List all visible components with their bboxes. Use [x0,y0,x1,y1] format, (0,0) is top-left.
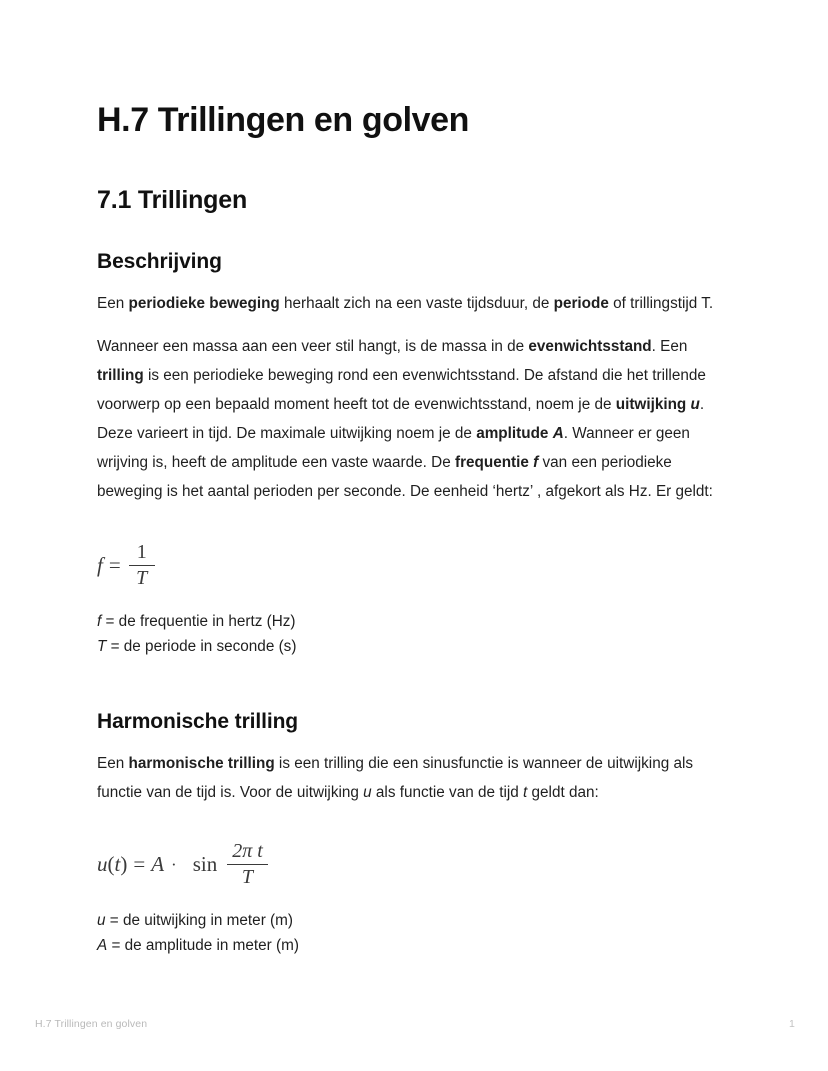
formula-paren-open: ( [107,852,115,877]
text-fragment: of trillingstijd T. [608,295,714,313]
variable-symbol: A [97,937,108,955]
variable-definition-row [97,933,725,958]
variable-symbol: f [97,613,102,631]
footer-document-title: H.7 Trillingen en golven [35,1018,148,1030]
fraction-denominator: T [241,866,254,889]
text-fragment: Wanneer een massa aan een veer stil hangt, is de massa in de [97,338,529,356]
paragraph-harmonische-trilling [97,735,725,807]
term-periodieke-beweging: periodieke beweging [128,295,280,313]
fraction [227,841,268,888]
page-footer [35,1018,795,1030]
text-fragment: Een [97,755,129,773]
symbol-f: f [533,454,539,472]
formula-lhs: f [97,553,103,578]
symbol-t: t [523,784,528,802]
variable-definitions-frequency [97,589,725,659]
fraction-numerator: 1 [136,541,147,564]
variable-description: = de uitwijking in meter (m) [105,912,293,930]
term-harmonische-trilling: harmonische trilling [128,755,275,773]
formula-lhs-variable: u [97,852,108,877]
text-fragment: . Een [651,338,688,356]
term-amplitude: amplitude [476,425,549,443]
text-fragment: is een periodieke beweging rond een evenwichtsstand. De afstand die het trillende voorwerp op een bepaald moment heeft tot de evenwichtsstand, noem je de [97,367,706,414]
term-periode: periode [553,295,609,313]
term-evenwichtsstand: evenwichtsstand [528,338,652,356]
text-fragment: . Deze varieert in tijd. De maximale uitwijking noem je de [97,396,705,443]
variable-definitions-harmonic [97,888,725,958]
formula-equals: = [108,553,121,578]
text-fragment: . Wanneer er geen wrijving is, heeft de amplitude een vaste waarde. De [97,425,690,472]
multiplication-dot: · [171,854,177,874]
variable-definition-row [97,634,725,659]
symbol-a: A [552,425,564,443]
section-heading-7-1: 7.1 Trillingen [97,185,248,214]
footer-page-number: 1 [789,1018,795,1030]
fraction-denominator: T [136,567,148,590]
term-frequentie: frequentie [454,454,529,472]
formula-amplitude: A [151,852,165,877]
fraction [129,542,155,589]
formula-lhs-argument: t [114,852,121,877]
text-fragment: geldt dan: [527,784,599,802]
sine-function: sin [192,852,218,877]
page-content [97,0,725,958]
subheading-beschrijving: Beschrijving [97,249,222,273]
text-fragment: als functie van de tijd [371,784,524,802]
formula-harmonic-oscillation [97,807,725,888]
variable-description: = de amplitude in meter (m) [107,937,299,955]
paragraph-evenwichtsstand [97,318,725,506]
variable-description: = de frequentie in hertz (Hz) [101,613,296,631]
text-fragment: Een [97,295,129,313]
paragraph-periodieke-beweging [97,275,725,318]
text-fragment: is een trilling die een sinusfunctie is wanneer de uitwijking als functie van de tijd is. Voor de uitwijking [97,755,694,802]
text-fragment: van een periodieke beweging is het aantal perioden per seconde. De eenheid ‘hertz’ , afgekort als Hz. Er geldt: [97,454,713,501]
formula-paren-close: ) [120,852,128,877]
fraction-numerator: 2π t [232,840,263,863]
variable-symbol: T [97,638,107,656]
variable-definition-row [97,908,725,933]
term-trilling: trilling [97,367,144,385]
symbol-u: u [363,784,372,802]
variable-symbol: u [97,912,106,930]
subheading-harmonische-trilling: Harmonische trilling [97,710,299,734]
formula-equals: = [133,852,146,877]
variable-definition-row [97,609,725,634]
symbol-u: u [690,396,700,414]
page-title: H.7 Trillingen en golven [97,101,470,139]
formula-frequency [97,506,725,589]
text-fragment: herhaalt zich na een vaste tijdsduur, de [279,295,554,313]
term-uitwijking: uitwijking [615,396,687,414]
variable-description: = de periode in seconde (s) [106,638,297,656]
